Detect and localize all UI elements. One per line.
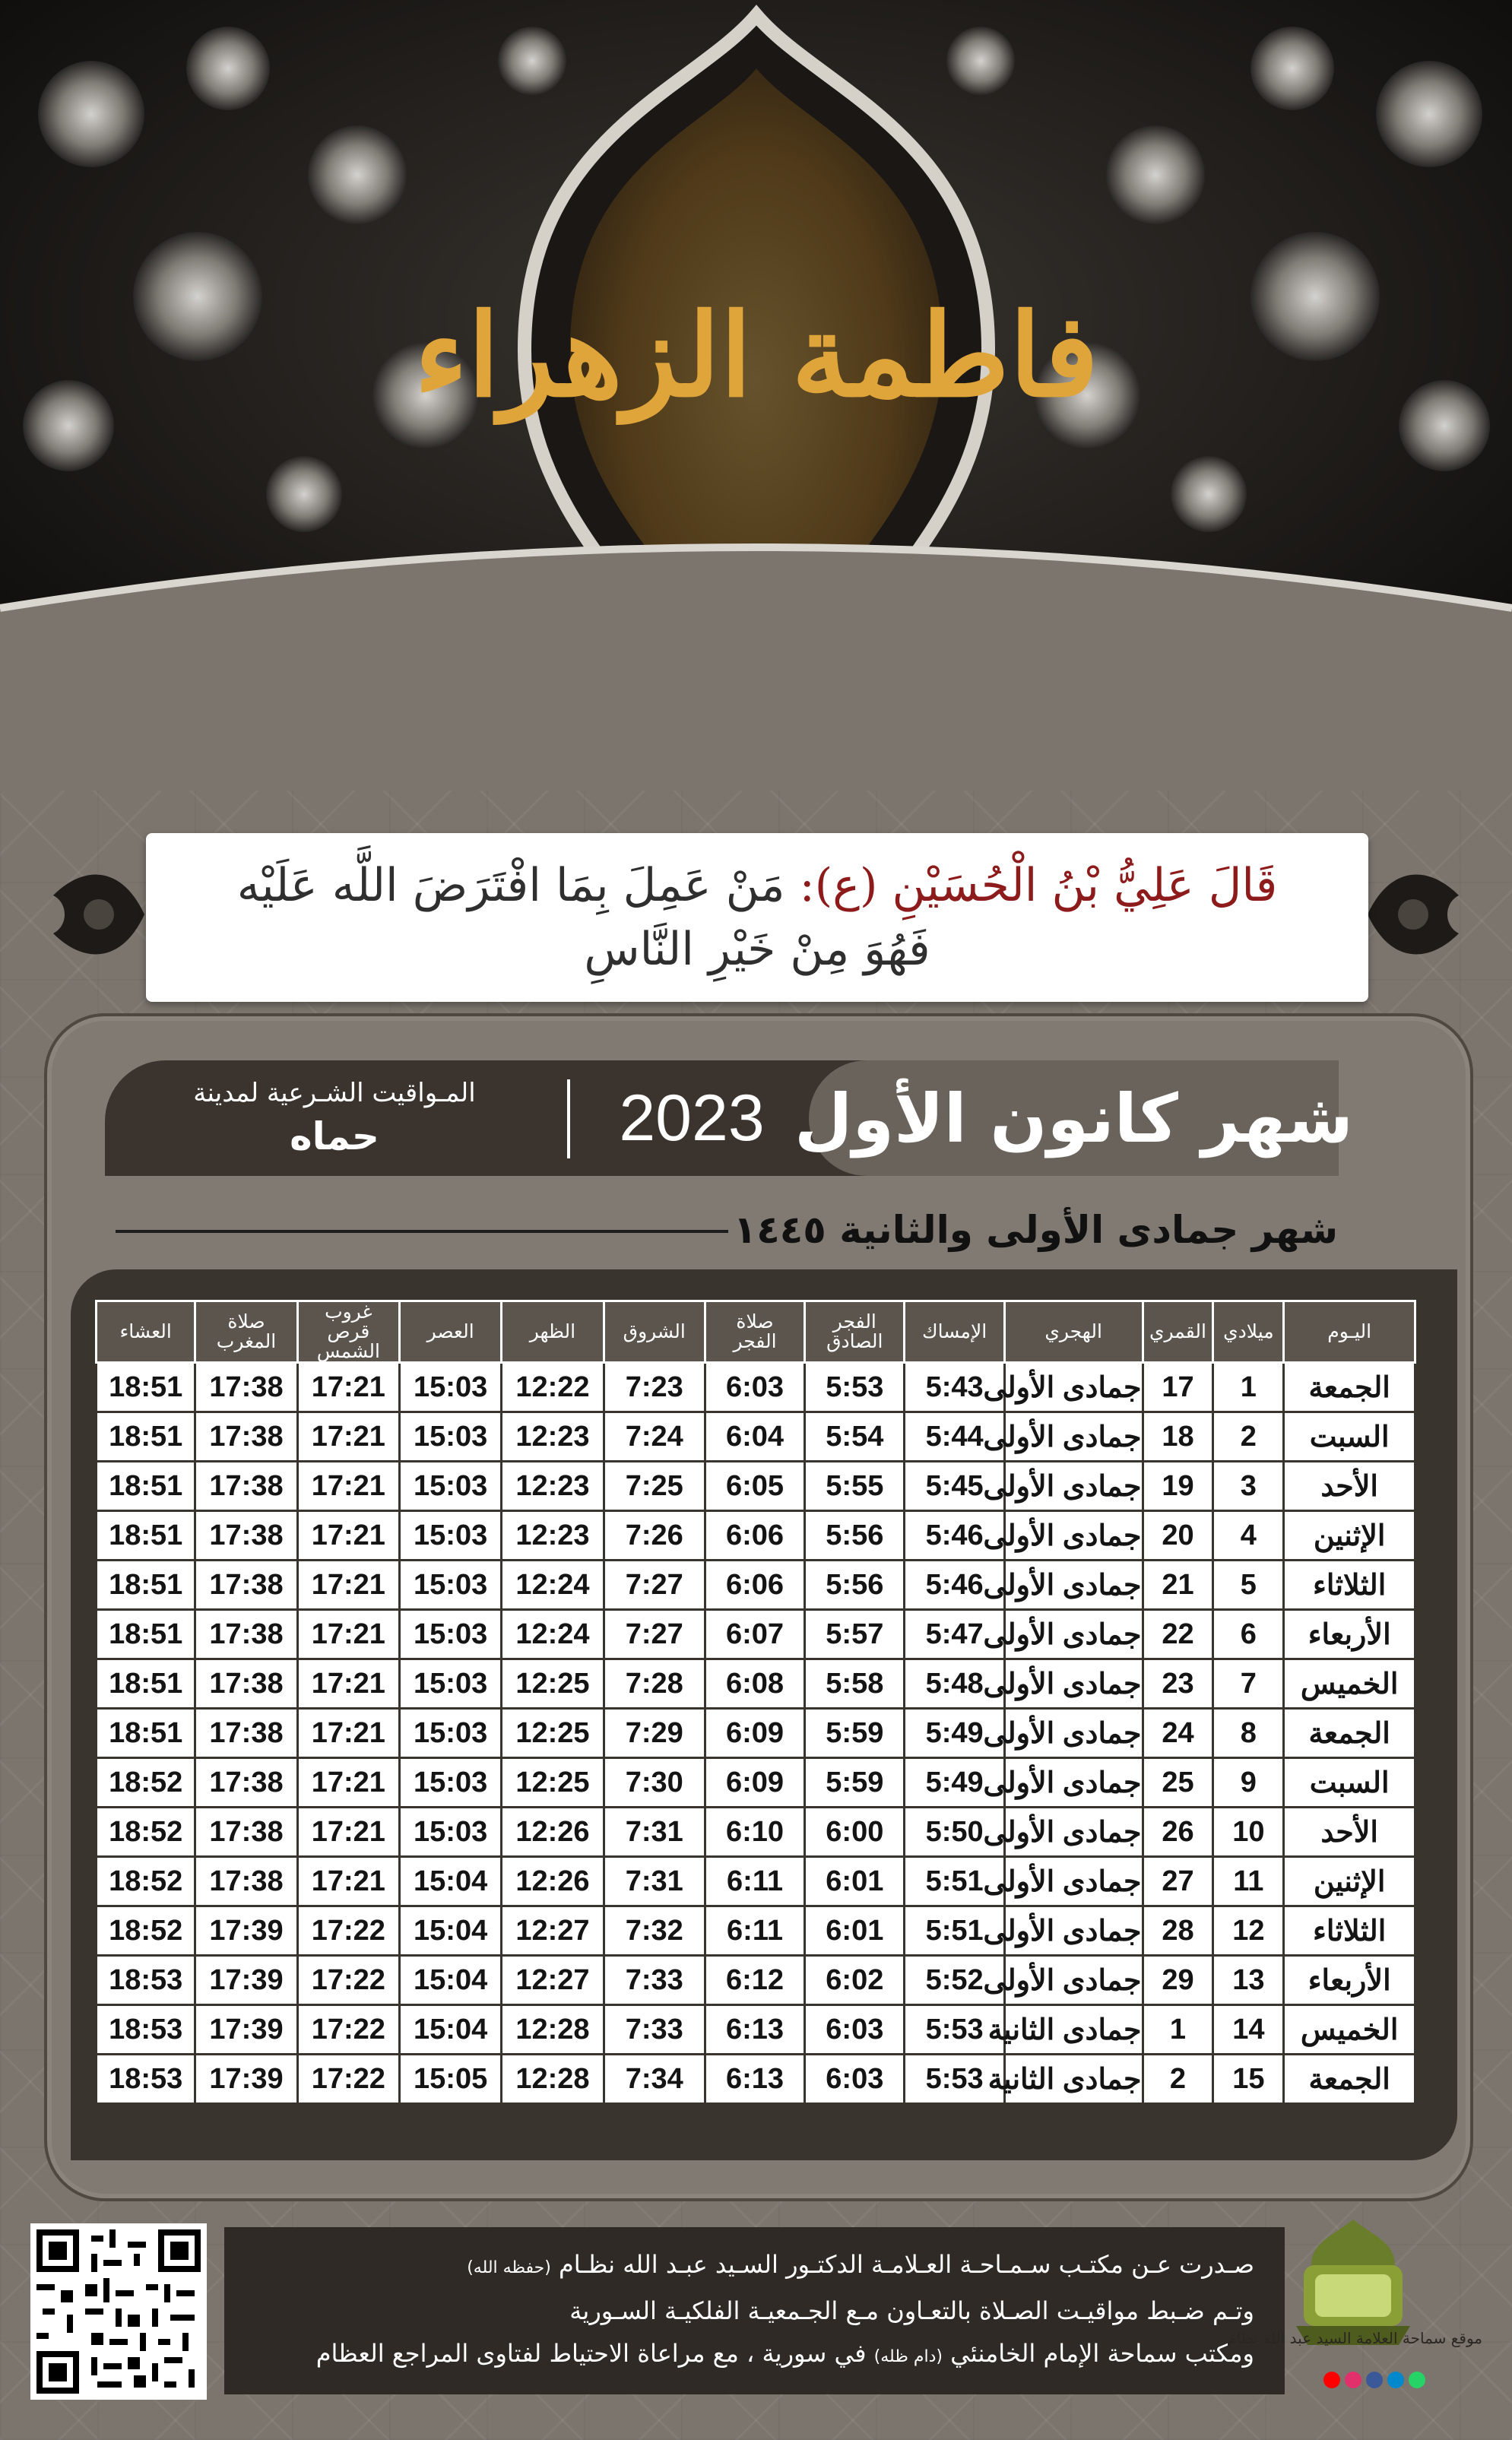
cell-shuruq: 7:24 [604, 1412, 705, 1462]
cell-maghrib: 17:39 [195, 1956, 297, 2005]
cell-dhuhr: 12:28 [502, 2055, 604, 2104]
header-artwork [0, 0, 1512, 791]
quote-speaker: قَالَ عَلِيُّ بْنُ الْحُسَيْنِ (ع): [799, 859, 1278, 912]
header-imsak: الإمساك [905, 1301, 1004, 1363]
left-ornament-icon [38, 850, 152, 979]
cell-day: الجمعة [1284, 1363, 1415, 1412]
cell-imsak: 5:52 [905, 1956, 1004, 2005]
cell-hijri: جمادى الثانية [1004, 2005, 1143, 2055]
cell-asr: 15:04 [399, 1857, 501, 1906]
cell-day: الجمعة [1284, 1709, 1415, 1758]
cell-fajr-sadiq: 5:53 [805, 1363, 905, 1412]
cell-fajr-prayer: 6:13 [705, 2055, 804, 2104]
cell-isha: 18:52 [97, 1758, 195, 1808]
right-ornament-icon [1360, 850, 1474, 979]
cell-maghrib: 17:38 [195, 1808, 297, 1857]
cell-dhuhr: 12:28 [502, 2005, 604, 2055]
cell-shuruq: 7:32 [604, 1906, 705, 1956]
table-row [97, 1561, 1415, 1610]
cell-lunar: 21 [1143, 1561, 1213, 1610]
cell-lunar: 23 [1143, 1659, 1213, 1709]
cell-dhuhr: 12:25 [502, 1709, 604, 1758]
city-block [114, 1068, 555, 1168]
cell-lunar: 19 [1143, 1462, 1213, 1511]
cell-imsak: 5:46 [905, 1561, 1004, 1610]
cell-shuruq: 7:31 [604, 1857, 705, 1906]
cell-asr: 15:04 [399, 2005, 501, 2055]
facebook-icon[interactable] [1366, 2372, 1383, 2388]
table-wrap [95, 1300, 1416, 2137]
cell-greg: 13 [1213, 1956, 1284, 2005]
cell-sunset: 17:22 [297, 1956, 399, 2005]
cell-asr: 15:03 [399, 1363, 501, 1412]
city-label: المـواقيت الشـرعية لمدينة [193, 1078, 476, 1108]
header-calligraphy: فاطمة الزهراء [414, 289, 1099, 423]
cell-fajr-prayer: 6:04 [705, 1412, 804, 1462]
cell-hijri: جمادى الأولى [1004, 1412, 1143, 1462]
cell-maghrib: 17:38 [195, 1561, 297, 1610]
table-row [97, 1808, 1415, 1857]
cell-fajr-prayer: 6:12 [705, 1956, 804, 2005]
cell-imsak: 5:51 [905, 1857, 1004, 1906]
cell-day: الخميس [1284, 2005, 1415, 2055]
cell-maghrib: 17:39 [195, 1906, 297, 1956]
cell-lunar: 1 [1143, 2005, 1213, 2055]
cell-dhuhr: 12:25 [502, 1758, 604, 1808]
cell-sunset: 17:21 [297, 1561, 399, 1610]
cell-lunar: 20 [1143, 1511, 1213, 1561]
cell-fajr-prayer: 6:11 [705, 1906, 804, 1956]
cell-dhuhr: 12:23 [502, 1511, 604, 1561]
cell-day: الخميس [1284, 1659, 1415, 1709]
cell-imsak: 5:44 [905, 1412, 1004, 1462]
cell-fajr-sadiq: 5:59 [805, 1709, 905, 1758]
cell-day: السبت [1284, 1758, 1415, 1808]
header-fajr-prayer: صلاة الفجر [705, 1301, 804, 1363]
cell-imsak: 5:53 [905, 2055, 1004, 2104]
table-row [97, 1511, 1415, 1561]
header-sunset: غروب قرص الشمس [297, 1301, 399, 1363]
footer-line-1: صـدرت عـن مكتـب سـمـاحـة العـلامـة الدكتـور السـيد عبـد الله نظـام (حفظه الله) [467, 2250, 1254, 2279]
cell-isha: 18:52 [97, 1808, 195, 1857]
cell-greg: 11 [1213, 1857, 1284, 1906]
logo-caption: موقع سماحة العلامة السيد عبد الله نظام [1227, 2329, 1482, 2347]
header-shuruq: الشروق [604, 1301, 705, 1363]
cell-imsak: 5:51 [905, 1906, 1004, 1956]
cell-fajr-sadiq: 5:56 [805, 1511, 905, 1561]
cell-fajr-sadiq: 6:03 [805, 2005, 905, 2055]
cell-imsak: 5:46 [905, 1511, 1004, 1561]
cell-asr: 15:03 [399, 1808, 501, 1857]
cell-day: الإثنين [1284, 1857, 1415, 1906]
table-row [97, 1758, 1415, 1808]
cell-lunar: 2 [1143, 2055, 1213, 2104]
cell-greg: 7 [1213, 1659, 1284, 1709]
footer-box [224, 2227, 1285, 2394]
cell-fajr-prayer: 6:10 [705, 1808, 804, 1857]
cell-asr: 15:03 [399, 1610, 501, 1659]
city-name: حماه [290, 1114, 379, 1158]
cell-fajr-sadiq: 5:59 [805, 1758, 905, 1808]
title-divider [567, 1079, 570, 1158]
table-row [97, 1906, 1415, 1956]
cell-isha: 18:51 [97, 1561, 195, 1610]
cell-fajr-sadiq: 5:54 [805, 1412, 905, 1462]
cell-greg: 6 [1213, 1610, 1284, 1659]
cell-imsak: 5:53 [905, 2005, 1004, 2055]
cell-greg: 5 [1213, 1561, 1284, 1610]
cell-sunset: 17:21 [297, 1412, 399, 1462]
cell-fajr-sadiq: 6:00 [805, 1808, 905, 1857]
cell-lunar: 22 [1143, 1610, 1213, 1659]
cell-isha: 18:52 [97, 1857, 195, 1906]
header-hijri: الهجري [1004, 1301, 1143, 1363]
cell-asr: 15:03 [399, 1561, 501, 1610]
quote-box [146, 833, 1368, 1002]
cell-isha: 18:51 [97, 1709, 195, 1758]
cell-sunset: 17:21 [297, 1857, 399, 1906]
cell-asr: 15:03 [399, 1462, 501, 1511]
cell-maghrib: 17:38 [195, 1709, 297, 1758]
prayer-times-table [95, 1300, 1416, 2105]
cell-shuruq: 7:27 [604, 1561, 705, 1610]
cell-hijri: جمادى الأولى [1004, 1758, 1143, 1808]
table-row [97, 1659, 1415, 1709]
quote-text-1: مَنْ عَمِلَ بِمَا افْتَرَضَ اللَّه عَلَيْه [236, 859, 785, 912]
cell-fajr-prayer: 6:13 [705, 2005, 804, 2055]
cell-isha: 18:51 [97, 1412, 195, 1462]
cell-hijri: جمادى الأولى [1004, 1610, 1143, 1659]
cell-dhuhr: 12:24 [502, 1561, 604, 1610]
cell-sunset: 17:21 [297, 1610, 399, 1659]
cell-asr: 15:03 [399, 1758, 501, 1808]
cell-imsak: 5:45 [905, 1462, 1004, 1511]
cell-isha: 18:53 [97, 1956, 195, 2005]
cell-sunset: 17:22 [297, 2055, 399, 2104]
cell-lunar: 29 [1143, 1956, 1213, 2005]
footer-line-2: وتـم ضـبط مواقيـت الصـلاة بالتعـاون مـع الجـمعيـة الفلكيـة السـورية [569, 2296, 1254, 2325]
cell-day: الثلاثاء [1284, 1906, 1415, 1956]
cell-hijri: جمادى الأولى [1004, 1561, 1143, 1610]
cell-isha: 18:51 [97, 1659, 195, 1709]
qr-code[interactable] [30, 2223, 207, 2400]
cell-lunar: 27 [1143, 1857, 1213, 1906]
cell-greg: 9 [1213, 1758, 1284, 1808]
cell-dhuhr: 12:27 [502, 1956, 604, 2005]
social-icons [1306, 2372, 1443, 2394]
cell-isha: 18:53 [97, 2005, 195, 2055]
cell-maghrib: 17:38 [195, 1363, 297, 1412]
table-row [97, 1709, 1415, 1758]
month-title-pill [794, 1060, 1353, 1176]
cell-maghrib: 17:39 [195, 2005, 297, 2055]
quote-line-1 [237, 854, 1278, 917]
cell-dhuhr: 12:26 [502, 1857, 604, 1906]
cell-shuruq: 7:33 [604, 1956, 705, 2005]
header-greg: ميلادي [1213, 1301, 1284, 1363]
cell-sunset: 17:22 [297, 2005, 399, 2055]
header-isha: العشاء [97, 1301, 195, 1363]
cell-hijri: جمادى الثانية [1004, 2055, 1143, 2104]
cell-lunar: 26 [1143, 1808, 1213, 1857]
header-asr: العصر [399, 1301, 501, 1363]
cell-hijri: جمادى الأولى [1004, 1906, 1143, 1956]
cell-isha: 18:52 [97, 1906, 195, 1956]
table-row [97, 1857, 1415, 1906]
header-lunar: القمري [1143, 1301, 1213, 1363]
cell-day: السبت [1284, 1412, 1415, 1462]
cell-maghrib: 17:38 [195, 1610, 297, 1659]
cell-fajr-sadiq: 6:02 [805, 1956, 905, 2005]
cell-imsak: 5:49 [905, 1709, 1004, 1758]
header-fajr-sadiq: الفجر الصادق [805, 1301, 905, 1363]
cell-greg: 15 [1213, 2055, 1284, 2104]
cell-fajr-prayer: 6:11 [705, 1857, 804, 1906]
footer-line-3: ومكتب سماحة الإمام الخامنئي (دام ظله) في سورية ، مع مراعاة الاحتياط لفتاوى المراجع العظام [315, 2339, 1254, 2368]
cell-day: الأربعاء [1284, 1956, 1415, 2005]
cell-dhuhr: 12:24 [502, 1610, 604, 1659]
cell-imsak: 5:48 [905, 1659, 1004, 1709]
table-row [97, 1462, 1415, 1511]
cell-sunset: 17:21 [297, 1659, 399, 1709]
cell-isha: 18:51 [97, 1610, 195, 1659]
cell-sunset: 17:21 [297, 1808, 399, 1857]
cell-sunset: 17:21 [297, 1511, 399, 1561]
cell-day: الإثنين [1284, 1511, 1415, 1561]
cell-shuruq: 7:33 [604, 2005, 705, 2055]
year-title: 2023 [619, 1081, 765, 1155]
cell-sunset: 17:21 [297, 1758, 399, 1808]
cell-greg: 14 [1213, 2005, 1284, 2055]
cell-hijri: جمادى الأولى [1004, 1462, 1143, 1511]
month-title: شهر كانون الأول [794, 1079, 1353, 1158]
table-row [97, 1956, 1415, 2005]
cell-shuruq: 7:31 [604, 1808, 705, 1857]
cell-greg: 1 [1213, 1363, 1284, 1412]
cell-sunset: 17:21 [297, 1709, 399, 1758]
cell-fajr-sadiq: 6:01 [805, 1857, 905, 1906]
cell-lunar: 24 [1143, 1709, 1213, 1758]
cell-shuruq: 7:28 [604, 1659, 705, 1709]
table-header-row [97, 1301, 1415, 1363]
header-day: اليـوم [1284, 1301, 1415, 1363]
cell-lunar: 25 [1143, 1758, 1213, 1808]
cell-shuruq: 7:34 [604, 2055, 705, 2104]
cell-fajr-prayer: 6:08 [705, 1659, 804, 1709]
cell-shuruq: 7:26 [604, 1511, 705, 1561]
cell-isha: 18:53 [97, 2055, 195, 2104]
cell-sunset: 17:21 [297, 1462, 399, 1511]
cell-dhuhr: 12:22 [502, 1363, 604, 1412]
cell-day: الأحد [1284, 1462, 1415, 1511]
qr-code-icon [36, 2229, 201, 2394]
cell-imsak: 5:50 [905, 1808, 1004, 1857]
cell-asr: 15:04 [399, 1906, 501, 1956]
cell-greg: 2 [1213, 1412, 1284, 1462]
table-row [97, 1610, 1415, 1659]
cell-fajr-prayer: 6:03 [705, 1363, 804, 1412]
cell-fajr-prayer: 6:09 [705, 1758, 804, 1808]
cell-isha: 18:51 [97, 1511, 195, 1561]
cell-fajr-sadiq: 6:01 [805, 1906, 905, 1956]
cell-hijri: جمادى الأولى [1004, 1511, 1143, 1561]
cell-dhuhr: 12:25 [502, 1659, 604, 1709]
cell-fajr-sadiq: 5:57 [805, 1610, 905, 1659]
header-maghrib: صلاة المغرب [195, 1301, 297, 1363]
cell-asr: 15:03 [399, 1709, 501, 1758]
table-row [97, 1412, 1415, 1462]
table-row [97, 2055, 1415, 2104]
youtube-icon[interactable] [1323, 2372, 1340, 2388]
cell-imsak: 5:43 [905, 1363, 1004, 1412]
cell-fajr-sadiq: 5:58 [805, 1659, 905, 1709]
cell-fajr-prayer: 6:06 [705, 1561, 804, 1610]
cell-fajr-prayer: 6:07 [705, 1610, 804, 1659]
header-dhuhr: الظهر [502, 1301, 604, 1363]
cell-asr: 15:03 [399, 1511, 501, 1561]
cell-day: الأحد [1284, 1808, 1415, 1857]
table-row [97, 2005, 1415, 2055]
whatsapp-icon[interactable] [1409, 2372, 1425, 2388]
cell-maghrib: 17:38 [195, 1412, 297, 1462]
cell-greg: 3 [1213, 1462, 1284, 1511]
cell-greg: 10 [1213, 1808, 1284, 1857]
cell-sunset: 17:22 [297, 1906, 399, 1956]
cell-asr: 15:04 [399, 1956, 501, 2005]
cell-asr: 15:05 [399, 2055, 501, 2104]
cell-fajr-prayer: 6:09 [705, 1709, 804, 1758]
cell-fajr-prayer: 6:06 [705, 1511, 804, 1561]
cell-maghrib: 17:38 [195, 1659, 297, 1709]
table-row [97, 1363, 1415, 1412]
cell-lunar: 28 [1143, 1906, 1213, 1956]
cell-imsak: 5:47 [905, 1610, 1004, 1659]
cell-greg: 8 [1213, 1709, 1284, 1758]
cell-day: الجمعة [1284, 2055, 1415, 2104]
cell-shuruq: 7:25 [604, 1462, 705, 1511]
cell-imsak: 5:49 [905, 1758, 1004, 1808]
cell-hijri: جمادى الأولى [1004, 1709, 1143, 1758]
hijri-underline [116, 1230, 728, 1233]
cell-greg: 4 [1213, 1511, 1284, 1561]
cell-fajr-prayer: 6:05 [705, 1462, 804, 1511]
cell-dhuhr: 12:27 [502, 1906, 604, 1956]
cell-hijri: جمادى الأولى [1004, 1956, 1143, 2005]
cell-day: الثلاثاء [1284, 1561, 1415, 1610]
cell-greg: 12 [1213, 1906, 1284, 1956]
cell-fajr-sadiq: 5:55 [805, 1462, 905, 1511]
cell-sunset: 17:21 [297, 1363, 399, 1412]
telegram-icon[interactable] [1387, 2372, 1404, 2388]
cell-asr: 15:03 [399, 1659, 501, 1709]
hijri-months-title: شهر جمادى الأولى والثانية ١٤٤٥ [733, 1208, 1338, 1252]
cell-maghrib: 17:39 [195, 2055, 297, 2104]
cell-maghrib: 17:38 [195, 1758, 297, 1808]
cell-maghrib: 17:38 [195, 1511, 297, 1561]
cell-dhuhr: 12:26 [502, 1808, 604, 1857]
cell-fajr-sadiq: 5:56 [805, 1561, 905, 1610]
cell-dhuhr: 12:23 [502, 1462, 604, 1511]
cell-hijri: جمادى الأولى [1004, 1808, 1143, 1857]
cell-shuruq: 7:27 [604, 1610, 705, 1659]
instagram-icon[interactable] [1345, 2372, 1361, 2388]
cell-day: الأربعاء [1284, 1610, 1415, 1659]
cell-isha: 18:51 [97, 1363, 195, 1412]
cell-isha: 18:51 [97, 1462, 195, 1511]
cell-shuruq: 7:30 [604, 1758, 705, 1808]
quote-line-2: فَهُوَ مِنْ خَيْرِ النَّاسِ [584, 923, 930, 976]
cell-hijri: جمادى الأولى [1004, 1363, 1143, 1412]
cell-maghrib: 17:38 [195, 1462, 297, 1511]
cell-asr: 15:03 [399, 1412, 501, 1462]
cell-maghrib: 17:38 [195, 1857, 297, 1906]
cell-lunar: 18 [1143, 1412, 1213, 1462]
cell-shuruq: 7:23 [604, 1363, 705, 1412]
cell-dhuhr: 12:23 [502, 1412, 604, 1462]
table-body [97, 1363, 1415, 2104]
cell-hijri: جمادى الأولى [1004, 1857, 1143, 1906]
cell-fajr-sadiq: 6:03 [805, 2055, 905, 2104]
cell-shuruq: 7:29 [604, 1709, 705, 1758]
cell-lunar: 17 [1143, 1363, 1213, 1412]
cell-hijri: جمادى الأولى [1004, 1659, 1143, 1709]
